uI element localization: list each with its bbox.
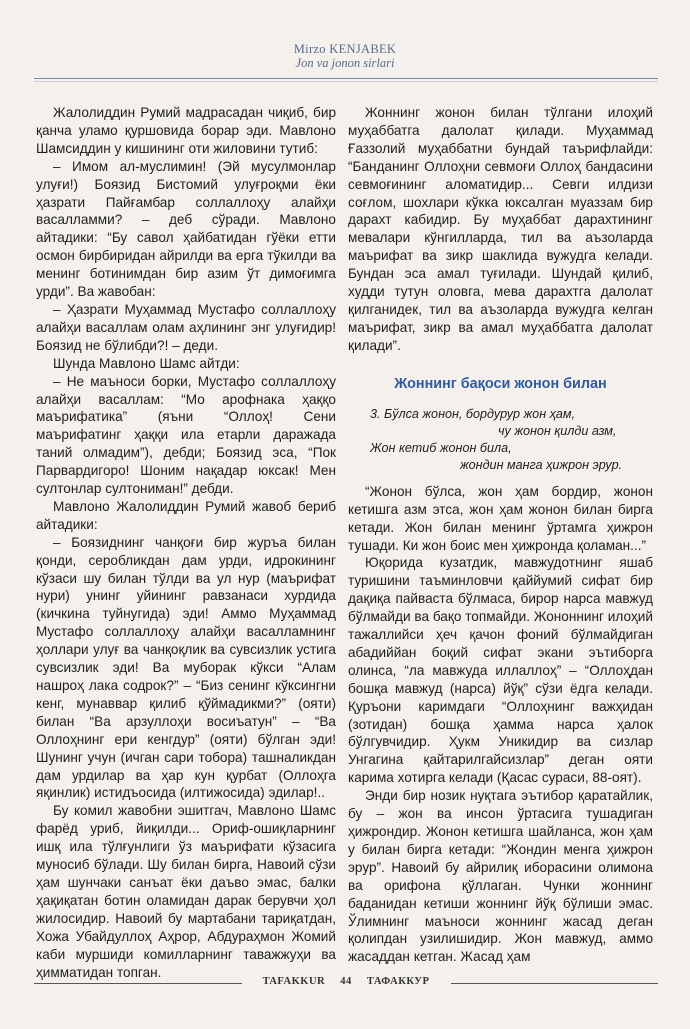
left-paragraph-1: Жалолиддин Румий мадрасадан чиқиб, бир қанча уламо қуршовида борар эди. Мавлоно Шамсиддин у кишининг оти жиловини тутиб: (36, 105, 336, 156)
poem-line-4: жондин манга ҳижрон эрур. (460, 458, 623, 473)
header-subtitle: Jon va jonon sirlari (295, 56, 395, 70)
header-rule (34, 78, 658, 79)
right-intro-paragraph: Жоннинг жонон билан тўлгани илоҳий муҳаббатга далолат қилади. Муҳаммад Ғаззолий муҳаббатни бундай таърифлайди: “Банданинг Оллоҳни севмоғи Оллоҳ бандасини севмоғининг аломатидир... Севги илдизи соғлом, шохлари кўкка юксалган муаззам бир дарахт кабидир. Бу муҳаббат дарахтининг мевалари кўнгилларда, тил ва аъзоларда маърифат ва зикр шаклида вужудга келади. Бундан эса амал туғилади. Шундай қилиб, худди тутун оловга, мева дарахтга далолат қилганидек, тил ва аъзоларда вужудга келган маърифат, зикр ва амал муҳаббатга далолат қилади”. (348, 105, 653, 353)
right-paragraph-2: Юқорида кузатдик, мавжудотнинг яшаб туришини таъминловчи қаййумий сифат бир дақиқа пайваста бўлмаса, бирор нарса мавжуд бўлмайди ва бақо топмайди. Жононнинг илоҳий тажаллийси ҳеч қачон фоний бўлмайдиган абадиййан боқий сифат экани эътиборга олинса, “ла мавжуда иллаллоҳ” – “Оллоҳдан бошқа мавжуд (нарса) йўқ” сўзи ёдга келади. Қуръони каримдаги “Оллоҳнинг важҳидан (зотидан) бошқа ҳамма нарса ҳалок бўлгувчидир. Ҳукм Уникидир ва сизлар Унгагина қайтарилгайсизлар” деган ояти карима хотирга келади (Қасас сураси, 88-оят). (348, 555, 653, 786)
right-paragraph-3: Энди бир нозик нуқтага эътибор қаратайлик, бу – жон ва инсон ўртасига тушадиган ҳижрондир. Жонон кетишга шайланса, жон ҳам у билан бирга кетади: “Жондин менга ҳижрон эрур”. Навоий бу айрилиқ иборасини олимона ва орифона қўллаган. Чунки жоннинг баданидан кетиши жоннинг йўқ бўлиши эмас. Ўлимнинг маъноси жоннинг жасад деган қолипдан узилишидир. Жон мавжуд, аммо жасаддан кетган. Жасад ҳам (348, 788, 653, 965)
left-paragraph-8: Бу комил жавобни эшитгач, Мавлоно Шамс фарёд уриб, йиқилди... Ориф-ошиқларнинг ишқ ила тўлғунлиги ўз маърифати кўзасига муносиб бўлади. Шу билан бирга, Навоий сўзи ҳам шунчаки санъат ёки даъво эмас, балки ҳақиқатан ботин оламидан дарак берувчи ҳол жилосидир. Навоий бу мартабани тариқатдан, Хожа Убайдуллоҳ Аҳрор, Абдураҳмон Жомий каби муршиди комилларнинг таважжуҳи ва ҳимматидан топган. (36, 803, 336, 980)
left-column (36, 104, 336, 981)
section-title: Жоннинг бақоси жонон билан (394, 375, 607, 392)
page-number: 44 (340, 976, 352, 987)
poem-line-3: Жон кетиб жонон била, (370, 441, 512, 456)
left-paragraph-6: Мавлоно Жалолиддин Румий жавоб бериб айтадики: (36, 498, 336, 532)
poem-excerpt (348, 406, 653, 475)
left-paragraph-3: – Ҳазрати Муҳаммад Мустафо соллаллоҳу алайҳи васаллам олам аҳлининг энг улуғидир! Боязид не бўлибди?! – деди. (36, 301, 336, 353)
footer-text (246, 976, 446, 987)
left-paragraph-2: – Имом ал-муслимин! (Эй мусулмонлар улуғи!) Боязид Бистомий улуғроқми ёки ҳазрати Пайғамбар соллаллоҳу алайҳи васалламми? – деб сўради. Мавлоно айтадики: “Бу савол ҳайбатидан гўёки етти осмон бирбиридан айрилди ва ерга тўкилди ва менинг ботинимдан бир азим ўт димоғимга урди”. Ва жавобан: (36, 158, 336, 300)
page-header (0, 42, 690, 71)
left-paragraph-5: – Не маъноси борки, Мустафо соллаллоҳу алайҳи васаллам: “Мо арофнака ҳаққо маърифатика” (яъни “Оллоҳ! Сени маърифатинг ҳаққи ила етарли даражада таний олмадим”), дебди; Боязид эса, “Пок Парвардигоро! Шоним нақадар юксак! Мен султонлар султониман!” дебди. (36, 373, 336, 497)
header-rule-thin (34, 81, 658, 82)
footer-journal-latin: TAFAKKUR (262, 976, 326, 987)
right-paragraph-1: “Жонон бўлса, жон ҳам бордир, жонон кетишга азм этса, жон ҳам жонон билан бирга кетади. Жон билан менинг ўртамга ҳижрон тушади. Ки жон боис мен ҳижронда қоламан...” (348, 483, 653, 553)
footer-rule-right (451, 983, 658, 984)
header-author: Mirzo KENJABEK (293, 42, 397, 56)
footer-rule-left (34, 983, 242, 984)
poem-line-1: 3. Бўлса жонон, бордурур жон ҳам, (370, 406, 576, 421)
poem-line-2: чу жонон қилди азм, (498, 423, 617, 438)
left-paragraph-4: Шунда Мавлоно Шамс айтди: (53, 355, 240, 371)
page-footer (34, 976, 658, 990)
footer-journal-cyrillic: ТАФАККУР (366, 976, 430, 987)
right-column (348, 104, 653, 966)
left-paragraph-7: – Боязиднинг чанқоғи бир журъа билан қонди, серобликдан дам урди, идрокининг кўзаси шу билан тўлди ва ул нур (маърифат нури) унинг уйининг равзанаси хурдида (кичкина туйнугида) эди! Аммо Муҳаммад Мустафо соллаллоҳу алайҳи васалламнинг ҳоллари улуғ ва чанқоқлик ва сувсизлик устига сувсизлик эди! Ва муборак кўкси “Алам нашроҳ лака содрок?” – “Биз сенинг кўксингни кенг, мунаввар қилиб қўймадикми?” (ояти) билан “Ва арзуллоҳи восиъатун” – “Ва Оллоҳнинг ери кенгдур” (ояти) бўлган эди! Шунинг учун (ичган сари тобора) ташналикдан дам урдилар ва ҳар кун қурбат (Оллоҳга яқинлик) истидъосида (илтижосида) эдилар!.. (36, 534, 336, 801)
